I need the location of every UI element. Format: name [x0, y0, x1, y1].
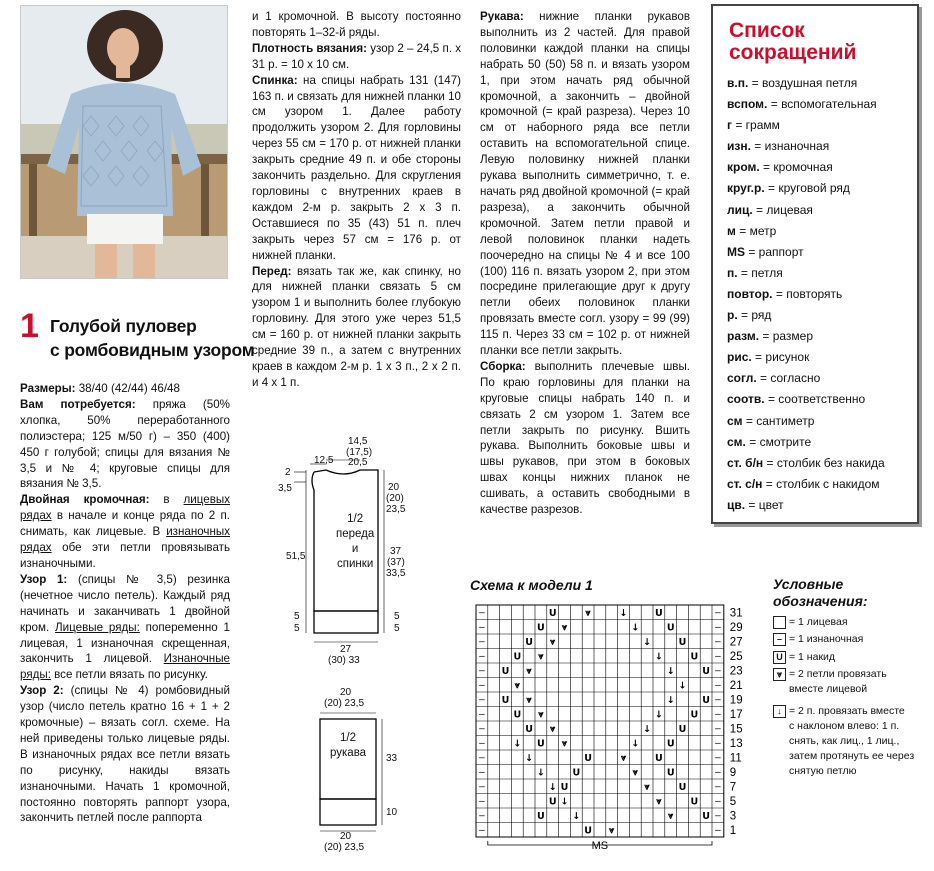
chart-stitch-symbol: U [702, 694, 710, 706]
purl-symbol: – [479, 665, 485, 677]
column-2-text: и 1 кромочной. В высоту постоянно повторять 1–32-й ряды. Плотность вязания: узор 2 – 24,5 п. х 31 р. = 10 х 10 см. Спинка: на спицы набрать 131 (147) 163 п. и связать для нижней планки 10 см узором 1. Далее работу продолжить узором 2. Для горловины через 55 см = 170 р. от нижней планки закрыть средние 49 п. и обе стороны закончить раздельно. Для скругления горловины с внутренних краев в каждом 2-м р. закрыть 2 х 3 п. Оставшиеся по 35 (43) 51 п. плеч закрыть через 57 см = 176 р. от нижней планки. Перед: вязать так же, как спинку, но для нижней планки связать 5 см узором 1 и выполнить более глубокую горловину. Для этого уже через 51,5 см = 160 р. от нижней планки закрыть средние 39 п., а затем с внутренних краев в каждом 2-м р. 1 х 3 п., 2 х 2 п. и 4 х 1 п. [252, 10, 461, 389]
body-dim-bottom-bc: (30) 33 [328, 655, 360, 666]
body-dim-right2-a: 37 [390, 546, 402, 557]
body-dim-left-5b: 5 [294, 623, 300, 634]
abbreviation-item: в.п. = воздушная петля [727, 76, 858, 90]
chart-stitch-symbol: ⩔ [632, 767, 638, 779]
chart-stitch-symbol: U [690, 651, 699, 663]
sleeve-dim-33: 33 [386, 753, 398, 764]
abbreviation-item: кром. = кромочная [727, 160, 833, 175]
yarn-over-icon: U [773, 651, 786, 664]
legend-title: Условные обозначения: [773, 576, 868, 609]
abbreviations-box [711, 4, 919, 524]
purl-symbol: – [715, 607, 721, 619]
body-dim-left-2: 2 [285, 467, 291, 478]
purl-symbol: – [715, 679, 721, 691]
abbreviation-item: цв. = цвет [727, 497, 784, 512]
purl-symbol: – [479, 621, 485, 633]
knit-symbol-icon [773, 616, 786, 629]
body-label: 1/2 переда и спинки [336, 513, 375, 570]
abbreviation-item: рис. = рисунок [727, 350, 810, 365]
chart-stitch-symbol: ↓ [536, 767, 545, 779]
chart-row-number: 17 [729, 708, 743, 721]
chart-stitch-symbol: ↓ [525, 752, 534, 764]
chart-stitch-symbol: U [678, 723, 687, 735]
body-dim-right2-c: 33,5 [386, 568, 406, 579]
chart-stitch-symbol: U [525, 723, 533, 735]
chart-stitch-symbol: ↓ [619, 607, 628, 619]
purl-symbol: – [715, 752, 721, 764]
purl-symbol: – [479, 679, 485, 691]
chart-stitch-symbol: U [501, 694, 510, 706]
chart-stitch-symbol: U [548, 796, 557, 808]
chart-stitch-symbol: ↓ [666, 665, 675, 677]
sleeve-schematic [300, 685, 420, 855]
chart-stitch-symbol: U [548, 607, 557, 619]
chart-row-number: 5 [729, 795, 737, 808]
purl-symbol: – [479, 766, 485, 778]
abbreviation-item: изн. = изнаночная [727, 139, 830, 154]
purl-symbol: – [715, 694, 721, 706]
abbreviation-item: см = сантиметр [727, 413, 815, 428]
chart-stitch-symbol: ↓ [654, 651, 663, 663]
chart-row-number: 7 [729, 781, 737, 794]
column-1-text: Размеры: 38/40 (42/44) 46/48 Вам потребуется: пряжа (50% хлопка, 50% переработанного полиэстера; 125 м/50 г) – 350 (400) 450 г голубой; спицы для вязания № 3,5 и № 4; круговые спицы для вязания № 3,5. Двойная кромочная: в лицевых рядах в начале и конце ряда по 2 п. снимать, как лицевые. В изнаночных рядах обе эти петли провязывать изнаночными. Узор 1: (спицы № 3,5) резинка (нечетное число петель). Каждый ряд начинать и заканчивать 1 двойной кром. Лицевые ряды: попеременно 1 лицевая, 1 изнаночная скрещенная, закончить 1 лицевой. Изнаночные ряды: все петли вязать по рисунку. Узор 2: (спицы № 4) ромбовидный узор (число петель кратно 16 + 1 + 2 кромочные) – вязать согл. схеме. На ней приведены только лицевые ряды. В изнаночных рядах все петли вязать по рисунку, накиды вязать изнаночными. Начать 1 кромочной, постоянно повторять раппорт узора, закончить петлей после раппорта [20, 382, 231, 825]
purl-symbol: – [479, 636, 485, 648]
chart-stitch-symbol: ⩔ [538, 709, 544, 721]
scheme-title: Схема к модели 1 [470, 577, 593, 593]
abbreviation-item: соотв. = соответственно [727, 392, 866, 407]
chart-stitch-symbol: ⩔ [668, 810, 674, 822]
purl-symbol: – [715, 781, 721, 793]
body-dim-right-b: (20) [386, 493, 404, 504]
chart-stitch-symbol: ↓ [666, 694, 675, 706]
photo-illustration [21, 6, 228, 279]
model-photo [20, 5, 228, 279]
body-dim-right-5a: 5 [394, 611, 400, 622]
purl-symbol: – [715, 665, 721, 677]
sleeve-outline [300, 685, 420, 855]
chart-stitch-symbol: ⩔ [585, 607, 591, 619]
chart-row-number: 15 [729, 723, 743, 736]
chart-stitch-symbol: U [655, 752, 663, 764]
chart-stitch-symbol: ⩔ [514, 680, 520, 692]
sleeve-dim-bottom-a: 20 [340, 831, 352, 842]
legend-yarn-over: = 1 накид [789, 651, 836, 663]
purl-symbol: – [715, 723, 721, 735]
abbreviation-item: согл. = согласно [727, 371, 821, 386]
purl-symbol: – [479, 752, 485, 764]
purl-symbol: – [715, 650, 721, 662]
body-dim-left-35: 3,5 [278, 483, 292, 494]
sleeve-dim-top-b: (20) 23,5 [324, 698, 365, 709]
chart-row-number: 13 [729, 737, 743, 750]
chart-stitch-symbol: U [678, 781, 687, 793]
abbreviation-item: вспом. = вспомогательная [727, 97, 877, 112]
chart-stitch-symbol: U [501, 665, 510, 677]
legend-knit: = 1 лицевая [789, 616, 848, 628]
body-dim-top-b: (17,5) [346, 447, 373, 458]
k2tog-icon: ⩔ [773, 668, 786, 681]
abbreviation-item: круг.р. = круговой ряд [727, 181, 850, 196]
purl-symbol: – [715, 636, 721, 648]
abbreviation-item: разм. = размер [727, 329, 814, 344]
body-dim-neck: 12,5 [314, 455, 334, 466]
chart-stitch-symbol: ⩔ [609, 825, 615, 837]
chart-row-number: 1 [729, 824, 737, 837]
legend-purl: = 1 изнаночная [789, 633, 864, 645]
chart-row-number: 25 [729, 650, 743, 663]
purl-symbol: – [715, 824, 721, 836]
chart-row-number: 9 [729, 766, 737, 779]
legend-ssk: = 2 п. провязать вместе с наклоном влево: 1 п. снять, как лиц., 1 лиц., затем протянуть ее через снятую петлю [789, 705, 915, 777]
chart-stitch-symbol: ⩔ [526, 665, 532, 677]
chart-stitch-symbol: ⩔ [526, 694, 532, 706]
chart-stitch-symbol: ⩔ [644, 781, 650, 793]
body-dim-right-c: 23,5 [386, 504, 406, 515]
abbreviation-item: р. = ряд [727, 308, 772, 323]
chart-stitch-symbol: U [513, 709, 522, 721]
body-dim-top-c: 20,5 [348, 457, 368, 468]
chart-row-number: 3 [729, 810, 737, 823]
chart-stitch-symbol: ↓ [560, 796, 569, 808]
body-schematic [270, 430, 430, 670]
knitting-chart [470, 603, 750, 858]
chart-row-number: 31 [729, 607, 743, 620]
purl-symbol: – [479, 795, 485, 807]
knitting-chart-grid [470, 603, 750, 858]
chart-stitch-symbol: U [666, 767, 675, 779]
abbreviation-item: м = метр [727, 223, 777, 238]
abbreviation-item: см. = смотрите [727, 434, 812, 449]
chart-stitch-symbol: ⩔ [550, 723, 556, 735]
chart-stitch-symbol: ↓ [513, 738, 522, 750]
body-dim-left-5a: 5 [294, 611, 300, 622]
body-dim-left-515: 51,5 [286, 551, 306, 562]
chart-stitch-symbol: U [584, 825, 592, 837]
sleeve-dim-bottom-b: (20) 23,5 [324, 842, 365, 853]
chart-stitch-symbol: ⩔ [561, 738, 568, 750]
purl-symbol: – [479, 607, 485, 619]
chart-row-number: 27 [729, 636, 743, 649]
pattern-title: Голубой пуловер с ромбовидным узором [50, 316, 255, 360]
chart-stitch-symbol: U [690, 796, 699, 808]
body-dim-right-a: 20 [388, 482, 400, 493]
chart-stitch-symbol: U [584, 752, 592, 764]
chart-stitch-symbol: U [678, 636, 687, 648]
chart-stitch-symbol: ↓ [548, 781, 557, 793]
chart-row-number: 29 [729, 621, 743, 634]
chart-stitch-symbol: U [666, 738, 675, 750]
purl-symbol: – [479, 723, 485, 735]
abbreviation-item: повтор. = повторять [727, 286, 843, 301]
abbreviation-item: лиц. = лицевая [727, 202, 813, 217]
purl-symbol: – [479, 781, 485, 793]
purl-symbol: – [715, 737, 721, 749]
chart-row-number: 21 [729, 679, 743, 692]
column-3-text: Рукава: нижние планки рукавов выполнить из 2 частей. Для правой половинки каждой планки на спицы набрать 50 (50) 58 п. и вязать узором 1, при этом начать ряд обычной кромочной, а закончить – двойной кромочной (= край разреза). Через 10 см от наборного ряда все петли оставить на вспомогательной спице. Левую половинку нижней планки рукава выполнить симметрично, т. е. начать ряд двойной кромочной (= край разреза), а закончить обычной кромочной. Затем петли правой и левой половинок планки надеть поочередно на спицы № 4 и все 100 (100) 116 п. вязать узором 2, при этом посредине прилегающие друг к другу петли обеих половинок планки провязать вместе согл. узору = 99 (99) 115 п. Через 33 см = 102 р. от нижней планки все петли закрыть. Сборка: выполнить плечевые швы. По краю горловины для планки на круговые спицы набрать 140 п. и связать 2 см узором 1. Затем все петли закрыть по рисунку. Вшить рукава. Выполнить боковые швы и швы рукавов, при этом в боковых швах концы нижних планок не сшивать, а оставить свободными в качестве разрезов. [480, 10, 690, 517]
purl-symbol: – [479, 737, 485, 749]
purl-symbol: – [715, 621, 721, 633]
sleeve-dim-top-a: 20 [340, 687, 352, 698]
purl-symbol: – [715, 795, 721, 807]
sleeve-dim-10: 10 [386, 807, 398, 818]
abbreviation-item: ст. с/н = столбик с накидом [727, 476, 880, 491]
purl-symbol: – [715, 810, 721, 822]
chart-stitch-symbol: U [537, 810, 545, 822]
abbreviation-item: ст. б/н = столбик без накида [727, 455, 885, 470]
body-dim-right-5b: 5 [394, 623, 400, 634]
abbreviations-list [727, 73, 917, 516]
chart-stitch-symbol: ↓ [572, 810, 581, 822]
purl-symbol: – [715, 708, 721, 720]
chart-stitch-symbol: U [525, 636, 533, 648]
chart-stitch-symbol: U [690, 709, 699, 721]
body-dim-right2-b: (37) [387, 557, 405, 568]
chart-stitch-symbol: ↓ [678, 680, 687, 692]
chart-stitch-symbol: ↓ [631, 738, 640, 750]
purl-symbol: – [479, 810, 485, 822]
purl-symbol: – [479, 824, 485, 836]
chart-row-number: 19 [729, 694, 743, 707]
chart-row-number: 11 [729, 752, 742, 765]
pattern-number: 1 [20, 307, 39, 345]
repeat-label: MS [591, 840, 609, 852]
chart-stitch-symbol: ↓ [631, 622, 640, 634]
chart-stitch-symbol: ⩔ [620, 752, 627, 764]
chart-stitch-symbol: U [702, 810, 710, 822]
chart-stitch-symbol: ⩔ [656, 796, 662, 808]
chart-stitch-symbol: ↓ [643, 723, 652, 735]
body-dim-bottom-a: 27 [340, 644, 352, 655]
chart-stitch-symbol: ⩔ [561, 622, 568, 634]
chart-stitch-symbol: U [702, 665, 710, 677]
chart-stitch-symbol: ↓ [654, 709, 663, 721]
purl-symbol: – [479, 708, 485, 720]
legend-k2tog: = 2 петли провязать вместе лицевой [789, 668, 887, 695]
abbreviation-item: г = грамм [727, 118, 780, 133]
abbreviation-item: MS = раппорт [727, 244, 804, 259]
chart-stitch-symbol: U [572, 767, 581, 779]
purl-symbol: – [479, 650, 485, 662]
chart-stitch-symbol: U [513, 651, 522, 663]
sleeve-label: 1/2 рукава [330, 732, 367, 759]
purl-symbol-icon: – [773, 633, 786, 646]
purl-symbol: – [479, 694, 485, 706]
chart-row-number: 23 [729, 665, 743, 678]
purl-symbol: – [715, 766, 721, 778]
body-dim-top-a: 14,5 [348, 436, 368, 447]
chart-stitch-symbol: U [666, 622, 675, 634]
chart-stitch-symbol: U [537, 622, 545, 634]
chart-stitch-symbol: U [537, 738, 545, 750]
chart-stitch-symbol: ⩔ [550, 636, 556, 648]
chart-stitch-symbol: U [655, 607, 663, 619]
chart-stitch-symbol: ⩔ [538, 651, 544, 663]
chart-stitch-symbol: U [560, 781, 569, 793]
abbreviation-item: п. = петля [727, 265, 783, 280]
ssk-icon: ↓ [773, 705, 786, 718]
chart-stitch-symbol: ↓ [643, 636, 652, 648]
abbreviations-title: Список сокращений [729, 19, 857, 64]
